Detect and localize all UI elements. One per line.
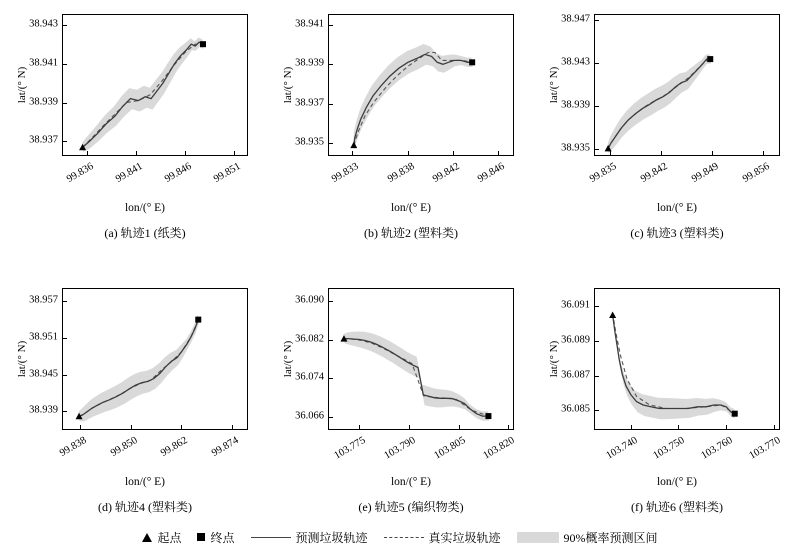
- end-point-marker: [732, 411, 738, 417]
- x-tickmark: [610, 151, 611, 155]
- x-tickmark: [508, 425, 509, 429]
- y-axis-label-c: lat/(° N): [548, 66, 561, 104]
- y-tickmark: [329, 417, 333, 418]
- x-tick-label: 103.770: [747, 435, 783, 462]
- x-tickmark: [774, 425, 775, 429]
- triangle-marker-icon: [142, 533, 152, 542]
- y-axis-label-f: lat/(° N): [548, 340, 561, 378]
- y-tickmark: [329, 378, 333, 379]
- y-axis-label-d: lat/(° N): [16, 340, 29, 378]
- panel-caption-c: (c) 轨迹3 (塑料类): [630, 226, 724, 240]
- axes-d: [62, 288, 248, 430]
- panel-caption-f: (f) 轨迹6 (塑料类): [631, 500, 723, 514]
- y-tickmark: [63, 103, 67, 104]
- y-tick-label: 38.935: [295, 136, 324, 148]
- chart-panel-c: [534, 2, 800, 252]
- end-point-marker: [200, 41, 206, 47]
- y-tickmark: [63, 375, 67, 376]
- y-tick-label: 38.943: [29, 18, 58, 30]
- y-tick-label: 38.957: [29, 294, 58, 306]
- y-tickmark: [63, 338, 67, 339]
- x-tickmark: [234, 151, 235, 155]
- chart-panel-a: [2, 2, 268, 252]
- y-tick-label: 38.945: [29, 368, 58, 380]
- chart-panel-b: [268, 2, 534, 252]
- chart-panel-e: [268, 276, 534, 526]
- y-tickmark: [595, 149, 599, 150]
- x-tickmark: [678, 425, 679, 429]
- y-tick-label: 38.947: [561, 13, 590, 25]
- x-tickmark: [409, 425, 410, 429]
- y-tickmark: [595, 106, 599, 107]
- axes-a: [62, 14, 248, 156]
- x-tick-label: 99.842: [638, 161, 670, 185]
- legend-item-start: [142, 529, 181, 546]
- y-tick-label: 38.941: [295, 18, 324, 30]
- x-tickmark: [459, 425, 460, 429]
- plot-area-e: [268, 276, 534, 488]
- x-tickmark: [712, 151, 713, 155]
- y-tick-label: 36.089: [561, 334, 590, 346]
- y-tickmark: [63, 301, 67, 302]
- y-tick-label: 38.939: [29, 96, 58, 108]
- end-point-marker: [195, 317, 201, 323]
- x-tick-label: 99.849: [689, 161, 721, 185]
- chart-panel-d: [2, 276, 268, 526]
- x-tick-label: 103.790: [382, 435, 418, 462]
- y-tickmark: [63, 25, 67, 26]
- x-tick-label: 103.775: [332, 435, 368, 462]
- end-point-marker: [485, 413, 491, 419]
- legend-label-band: 90%概率预测区间: [563, 530, 658, 545]
- x-tick-label: 99.841: [114, 161, 145, 185]
- trajectory-plot-f: [595, 289, 780, 430]
- y-axis-label-e: lat/(° N): [282, 340, 295, 378]
- prediction-interval-band: [608, 54, 711, 153]
- x-tick-label: 99.833: [329, 161, 361, 185]
- prediction-interval-band: [612, 310, 735, 419]
- legend-item-band: [517, 529, 658, 546]
- y-tick-label: 36.082: [295, 333, 324, 345]
- start-point-marker: [350, 142, 357, 149]
- x-tick-label: 99.836: [65, 161, 96, 185]
- plot-area-b: [268, 2, 534, 214]
- x-tickmark: [185, 151, 186, 155]
- y-tick-label: 36.085: [561, 403, 590, 415]
- x-tick-label: 103.760: [699, 435, 735, 462]
- x-axis-label-a: lon/(° E): [124, 202, 166, 214]
- end-point-marker: [707, 56, 713, 62]
- y-tick-label: 38.939: [561, 99, 590, 111]
- x-tickmark: [408, 151, 409, 155]
- axes-f: [594, 288, 780, 430]
- y-tick-label: 36.090: [295, 294, 324, 306]
- x-tick-label: 99.856: [740, 161, 772, 185]
- x-tick-label: 99.850: [108, 435, 140, 459]
- legend-label-end: 终点: [210, 530, 235, 545]
- panel-caption-d: (d) 轨迹4 (塑料类): [98, 500, 192, 514]
- y-tickmark: [329, 104, 333, 105]
- y-tick-label: 38.939: [295, 57, 324, 69]
- band-swatch-icon: [517, 532, 559, 543]
- y-axis-label-b: lat/(° N): [282, 66, 295, 104]
- x-tickmark: [763, 151, 764, 155]
- trajectory-plot-e: [329, 289, 514, 430]
- trajectory-plot-d: [63, 289, 248, 430]
- x-tick-label: 99.835: [587, 161, 619, 185]
- x-tick-label: 99.842: [430, 161, 462, 185]
- x-tickmark: [131, 425, 132, 429]
- trajectory-plot-b: [329, 15, 514, 156]
- x-tick-label: 99.874: [210, 435, 241, 459]
- x-tick-label: 99.838: [385, 161, 417, 185]
- x-tickmark: [359, 425, 360, 429]
- axes-c: [594, 14, 780, 156]
- y-tick-label: 38.951: [29, 331, 58, 343]
- x-axis-label-e: lon/(° E): [390, 476, 432, 488]
- legend-label-start: 起点: [157, 530, 182, 545]
- y-tickmark: [329, 143, 333, 144]
- x-tickmark: [453, 151, 454, 155]
- x-tickmark: [661, 151, 662, 155]
- y-tickmark: [595, 306, 599, 307]
- trajectory-plot-c: [595, 15, 780, 156]
- start-point-marker: [609, 311, 616, 318]
- x-tick-label: 103.820: [481, 435, 517, 462]
- y-tickmark: [595, 376, 599, 377]
- x-tick-label: 99.851: [212, 161, 243, 185]
- axes-b: [328, 14, 514, 156]
- y-tick-label: 36.091: [561, 299, 590, 311]
- y-tickmark: [63, 141, 67, 142]
- y-tick-label: 36.066: [295, 410, 324, 422]
- x-tickmark: [80, 425, 81, 429]
- y-tickmark: [63, 411, 67, 412]
- end-point-marker: [469, 59, 475, 65]
- y-tickmark: [63, 64, 67, 65]
- legend-item-end: [197, 529, 234, 546]
- x-tickmark: [498, 151, 499, 155]
- plot-area-f: [534, 276, 800, 488]
- x-tickmark: [136, 151, 137, 155]
- plot-area-a: [2, 2, 268, 214]
- x-axis-label-c: lon/(° E): [656, 202, 698, 214]
- y-tick-label: 38.939: [29, 404, 58, 416]
- y-axis-label-a: lat/(° N): [16, 66, 29, 104]
- square-marker-icon: [197, 533, 205, 541]
- y-tick-label: 36.074: [295, 371, 324, 383]
- y-tick-label: 38.941: [29, 57, 58, 69]
- x-tick-label: 99.838: [57, 435, 89, 459]
- dashed-line-icon: [384, 537, 424, 538]
- legend-label-pred: 预测垃圾轨迹: [295, 530, 368, 545]
- y-tickmark: [595, 20, 599, 21]
- legend-item-pred: [251, 529, 368, 546]
- y-tick-label: 38.943: [561, 56, 590, 68]
- panel-caption-a: (a) 轨迹1 (纸类): [104, 226, 186, 240]
- figure-legend: [0, 524, 800, 550]
- y-tickmark: [329, 25, 333, 26]
- y-tick-label: 38.937: [29, 134, 58, 146]
- y-tick-label: 36.087: [561, 369, 590, 381]
- panel-caption-e: (e) 轨迹5 (编织物类): [358, 500, 464, 514]
- legend-label-true: 真实垃圾轨迹: [428, 530, 501, 545]
- y-tickmark: [329, 301, 333, 302]
- x-tickmark: [631, 425, 632, 429]
- x-tickmark: [726, 425, 727, 429]
- y-tickmark: [595, 63, 599, 64]
- x-tick-label: 99.862: [159, 435, 190, 459]
- x-tick-label: 103.740: [604, 435, 640, 462]
- x-axis-label-b: lon/(° E): [390, 202, 432, 214]
- y-tickmark: [329, 340, 333, 341]
- x-tick-label: 103.750: [651, 435, 687, 462]
- x-tickmark: [352, 151, 353, 155]
- legend-item-true: [384, 529, 501, 546]
- x-tickmark: [232, 425, 233, 429]
- x-axis-label-d: lon/(° E): [124, 476, 166, 488]
- y-tick-label: 38.935: [561, 142, 590, 154]
- y-tickmark: [595, 410, 599, 411]
- x-tick-label: 99.846: [163, 161, 194, 185]
- chart-panel-f: [534, 276, 800, 526]
- axes-e: [328, 288, 514, 430]
- x-tick-label: 103.805: [431, 435, 468, 462]
- x-axis-label-f: lon/(° E): [656, 476, 698, 488]
- prediction-interval-band: [82, 38, 203, 153]
- y-tickmark: [595, 341, 599, 342]
- trajectory-plot-a: [63, 15, 248, 156]
- plot-area-c: [534, 2, 800, 214]
- y-tick-label: 38.937: [295, 97, 324, 109]
- panel-caption-b: (b) 轨迹2 (塑料类): [364, 226, 458, 240]
- plot-area-d: [2, 276, 268, 488]
- solid-line-icon: [251, 537, 291, 538]
- x-tick-label: 99.846: [476, 161, 507, 185]
- x-tickmark: [181, 425, 182, 429]
- y-tickmark: [329, 64, 333, 65]
- x-tickmark: [87, 151, 88, 155]
